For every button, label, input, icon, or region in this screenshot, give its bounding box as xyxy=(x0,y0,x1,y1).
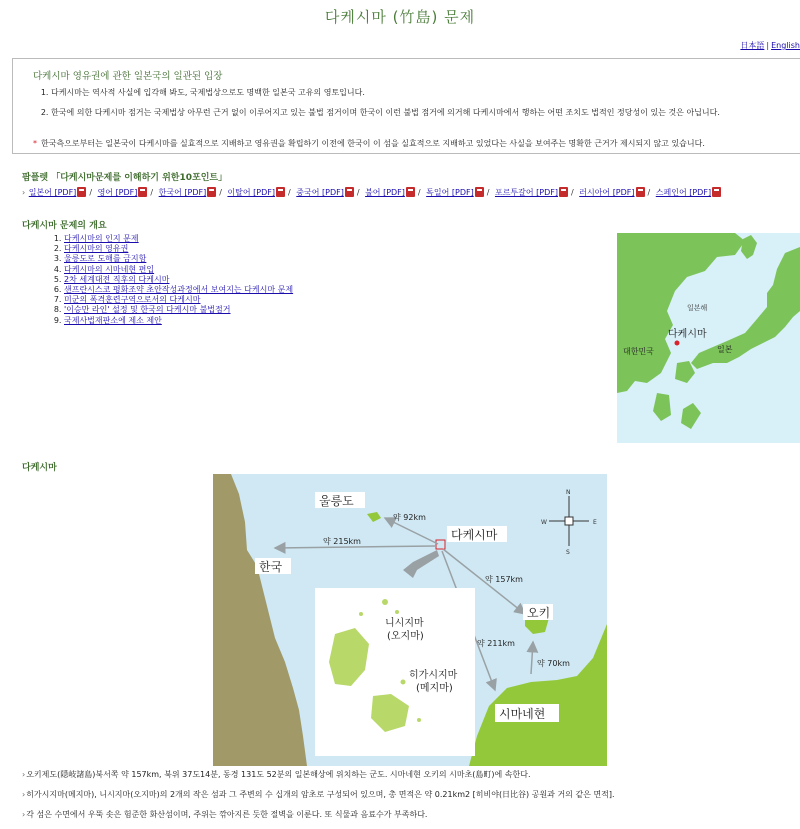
pdf-icon xyxy=(475,187,484,197)
overview-link[interactable]: 다케시마의 영유권 xyxy=(64,244,129,254)
overview-link[interactable]: 샌프란시스코 평화조약 초안작성과정에서 보여지는 다케시마 문제 xyxy=(64,285,294,295)
pamphlet-link-french[interactable]: 불어 [PDF] xyxy=(365,188,405,197)
svg-text:N: N xyxy=(566,489,571,496)
pamphlet-link-german[interactable]: 독일어 [PDF] xyxy=(426,188,474,197)
pamphlet-link-spanish[interactable]: 스페인어 [PDF] xyxy=(655,188,712,197)
list-item xyxy=(64,254,293,264)
pdf-icon xyxy=(345,187,354,197)
lang-link-japanese[interactable]: 日本語 xyxy=(740,41,765,50)
pamphlet-link-russian[interactable]: 러시아어 [PDF] xyxy=(579,188,635,197)
map-label-sea: 일본해 xyxy=(687,304,708,312)
position-box xyxy=(12,58,800,154)
pamphlet-links: › 일본어 [PDF] / 영어 [PDF] / 한국어 [PDF] / 이탈어 [PDF] / 중국어 [PDF] / 불어 [PDF] / 독일어 [PDF] / 포르투갈어 [PDF] / 러시아어 [PDF] / 스페인어 [PDF] xyxy=(22,187,721,198)
reef xyxy=(382,599,388,605)
list-item xyxy=(64,295,293,305)
map-label-takeshima: 다케시마 xyxy=(451,528,498,542)
asterisk-icon: * xyxy=(33,139,37,148)
map-label-higashijima: 히가시지마 xyxy=(409,670,458,681)
bullet-icon: › xyxy=(22,810,26,819)
list-item xyxy=(64,305,293,315)
pdf-icon xyxy=(207,187,216,197)
note-item xyxy=(22,809,800,820)
link-arrow-icon: › xyxy=(22,188,26,197)
notes xyxy=(22,769,800,829)
list-item xyxy=(64,265,293,275)
overview-link[interactable]: 다케시마의 인지 문제 xyxy=(64,234,139,243)
pdf-icon xyxy=(712,187,721,197)
map-label-higashijima-alt: (메지마) xyxy=(416,683,453,694)
position-list xyxy=(37,87,800,127)
pamphlet-title: 팜플렛 「다케시마문제를 이해하기 위한10포인트」 xyxy=(22,173,228,183)
overview-link[interactable]: 다케시마의 시마네현 편입 xyxy=(64,264,155,274)
position-box-title: 다케시마 영유권에 관한 일본국의 일관된 입장 xyxy=(33,71,223,82)
map-label-ulleungdo: 울릉도 xyxy=(319,494,354,508)
position-note xyxy=(33,138,705,149)
language-switch xyxy=(740,40,800,51)
takeshima-marker xyxy=(675,341,680,346)
reef xyxy=(417,718,421,722)
overview-link[interactable]: 국제사법재판소에 제소 제안 xyxy=(64,315,162,325)
overview-link[interactable]: 울릉도로 도해를 금지함 xyxy=(64,254,147,264)
map-label-korea: 대한민국 xyxy=(623,347,654,356)
list-item xyxy=(64,316,293,326)
note-item xyxy=(22,769,800,780)
note-item xyxy=(22,789,800,800)
pdf-icon xyxy=(276,187,285,197)
position-item: 2. 한국에 의한 다케시마 점거는 국제법상 아무런 근거 없이 이루어지고 있는 불법 점거이며 한국이 이런 불법 점거에 의거해 다케시마에서 행하는 어떤 조치도 법적인 정당성이 있는 것은 아닙니다. xyxy=(51,107,800,118)
map-label-takeshima: 다케시마 xyxy=(668,329,707,340)
map-label-oki: 오키 xyxy=(527,606,551,620)
bullet-icon: › xyxy=(22,770,26,779)
pdf-icon xyxy=(559,187,568,197)
svg-text:W: W xyxy=(541,519,547,526)
pamphlet-link-english[interactable]: 영어 [PDF] xyxy=(97,188,138,197)
takeshima-map xyxy=(213,474,607,766)
note-text: 히가시지마(메지마), 니시지마(오지마)의 2개의 작은 섬과 그 주변의 수 십개의 암초로 구성되어 있으며, 총 면적은 약 0.21km2 [히비야(日比谷) 공원과 거의 같은 면적]. xyxy=(26,790,615,799)
overview-title: 다케시마 문제의 개요 xyxy=(22,221,107,231)
list-item xyxy=(64,244,293,254)
overview-link[interactable]: 미군의 폭격훈련구역으로서의 다케시마 xyxy=(64,295,201,305)
note-text: 각 섬은 수면에서 우뚝 솟은 험준한 화산섬이며, 주위는 깎아지른 듯한 절벽을 이룬다. 또 식물과 음료수가 부족하다. xyxy=(26,810,428,819)
map-label-nishijima-alt: (오지마) xyxy=(387,631,424,642)
bullet-icon: › xyxy=(22,790,26,799)
overview-list xyxy=(50,234,293,326)
lang-separator: | xyxy=(766,41,770,50)
region-map xyxy=(617,233,800,443)
reef xyxy=(359,612,363,616)
list-item xyxy=(64,275,293,285)
page-title: 다케시마 (竹島) 문제 xyxy=(324,8,476,26)
distance-label: 약 157km xyxy=(485,575,523,584)
pdf-icon xyxy=(636,187,645,197)
pamphlet-link-japanese[interactable]: 일본어 [PDF] xyxy=(28,188,77,197)
lang-link-english[interactable]: English xyxy=(771,41,800,50)
pamphlet-link-portuguese[interactable]: 포르투갈어 [PDF] xyxy=(494,188,558,197)
reef xyxy=(395,610,399,614)
distance-label: 약 92km xyxy=(393,513,426,522)
map-label-shimane: 시마네현 xyxy=(499,707,546,721)
position-item: 1. 다케시마는 역사적 사실에 입각해 봐도, 국제법상으로도 명백한 일본국 고유의 영토입니다. xyxy=(51,87,800,98)
pdf-icon xyxy=(138,187,147,197)
pdf-icon xyxy=(77,187,86,197)
takeshima-section-title: 다케시마 xyxy=(22,463,57,473)
reef xyxy=(401,680,406,685)
pamphlet-link-chinese[interactable]: 중국어 [PDF] xyxy=(296,188,344,197)
distance-label: 약 215km xyxy=(323,537,361,546)
pdf-icon xyxy=(406,187,415,197)
distance-label: 약 211km xyxy=(477,639,515,648)
distance-label: 약 70km xyxy=(537,659,570,668)
svg-text:E: E xyxy=(593,519,597,526)
note-text: 오키제도(隠岐諸島)북서쪽 약 157km, 북위 37도14분, 동경 131도 52분의 일본해상에 위치하는 군도. 시마네현 오키의 시마초(島町)에 속한다. xyxy=(26,770,531,779)
overview-link[interactable]: '이승만 라인' 설정 및 한국의 다케시마 불법점거 xyxy=(64,305,231,315)
list-item xyxy=(64,234,293,244)
overview-link[interactable]: 2차 세계대전 직후의 다케시마 xyxy=(64,274,170,284)
map-label-japan: 일본 xyxy=(717,345,733,354)
pamphlet-link-italian[interactable]: 이탈어 [PDF] xyxy=(227,188,276,197)
svg-text:S: S xyxy=(566,549,570,556)
pamphlet-link-korean[interactable]: 한국어 [PDF] xyxy=(158,188,207,197)
list-item xyxy=(64,285,293,295)
map-label-nishijima: 니시지마 xyxy=(385,618,424,629)
map-label-korea: 한국 xyxy=(259,560,283,574)
position-note-text: 한국측으로부터는 일본국이 다케시마를 실효적으로 지배하고 영유권을 확립하기 이전에 한국이 이 섬을 실효적으로 지배하고 있었다는 사실을 보여주는 명확한 근거가 제시되지 않고 있습니다. xyxy=(41,139,705,148)
